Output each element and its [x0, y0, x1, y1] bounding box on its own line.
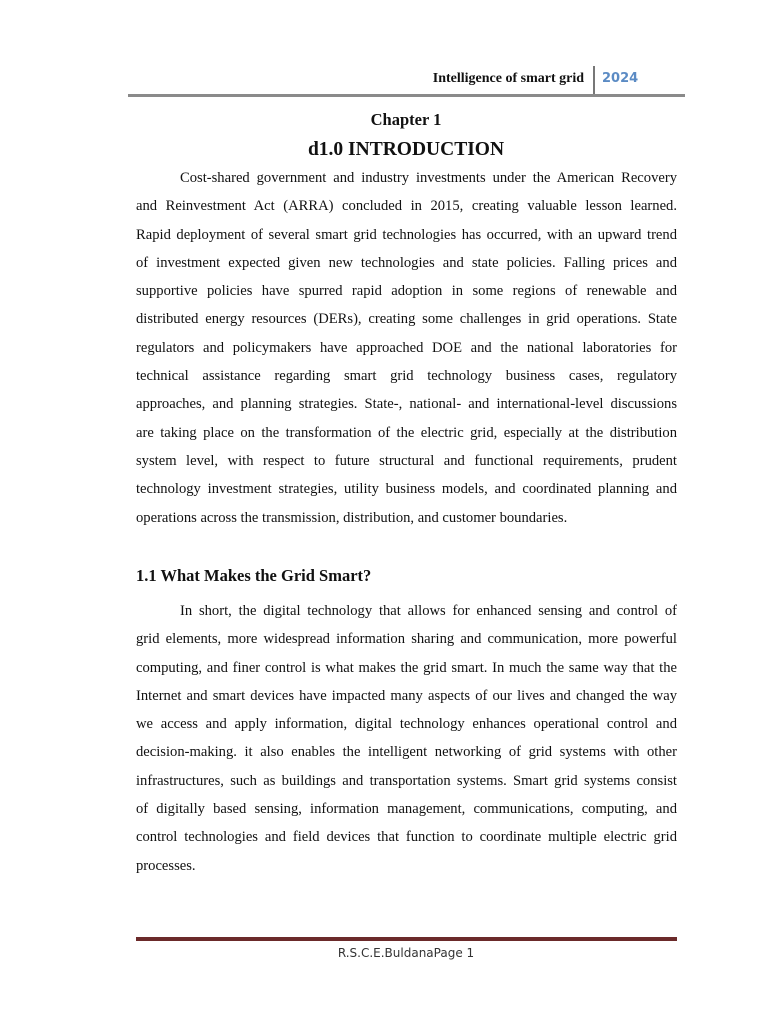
text-line: grid elements, more widespread information sharing and communication, more powerful	[136, 631, 677, 648]
text-line: decision-making. it also enables the intelligent networking of grid systems with other	[136, 744, 677, 761]
text-line: Rapid deployment of several smart grid technologies has occurred, with an upward trend	[136, 226, 677, 243]
text-line: technology investment strategies, utility business models, and coordinated planning and	[136, 481, 677, 498]
paragraph-intro	[136, 164, 677, 532]
text-line: computing, and finer control is what makes the grid smart. In much the same way that the	[136, 659, 677, 676]
header-year: 2024	[602, 71, 639, 86]
text-line: processes.	[136, 857, 196, 874]
footer-text: R.S.C.E.BuldanaPage 1	[337, 946, 475, 960]
text-line: control technologies and field devices that function to coordinate multiple electric grid	[136, 829, 677, 846]
subsection-title: 1.1 What Makes the Grid Smart?	[136, 566, 372, 585]
header-rule	[128, 94, 685, 97]
text-line: regulators and policymakers have approached DOE and the national laboratories for	[136, 339, 677, 356]
paragraph-smart-grid	[136, 597, 677, 880]
text-line: of investment expected given new technologies and state policies. Falling prices and	[136, 254, 677, 271]
text-line: distributed energy resources (DERs), creating some challenges in grid operations. State	[136, 311, 677, 328]
text-line: of digitally based sensing, information management, communications, computing, and	[136, 801, 677, 818]
text-line: and Reinvestment Act (ARRA) concluded in 2015, creating valuable lesson learned.	[136, 198, 677, 215]
text-line: we access and apply information, digital technology enhances operational control and	[136, 716, 677, 733]
text-line: operations across the transmission, distribution, and customer boundaries.	[136, 509, 568, 526]
text-line: are taking place on the transformation of the electric grid, especially at the distribution	[136, 424, 677, 441]
text-line: In short, the digital technology that allows for enhanced sensing and control of	[180, 603, 677, 619]
text-line: Internet and smart devices have impacted many aspects of our lives and changed the way	[136, 687, 677, 704]
header-separator	[593, 66, 595, 94]
text-line: system level, with respect to future structural and functional requirements, prudent	[136, 452, 677, 469]
chapter-label: Chapter 1	[370, 110, 442, 129]
text-line: Cost-shared government and industry investments under the American Recovery	[180, 170, 677, 186]
header-title: Intelligence of smart grid	[432, 71, 584, 86]
footer-rule	[136, 937, 677, 941]
section-title: d1.0 INTRODUCTION	[307, 139, 505, 160]
text-line: technical assistance regarding smart grid technology business cases, regulatory	[136, 368, 677, 385]
text-line: infrastructures, such as buildings and transportation systems. Smart grid systems consist	[136, 772, 677, 789]
text-line: supportive policies have spurred rapid adoption in some regions of renewable and	[136, 283, 677, 300]
text-line: approaches, and planning strategies. State-, national- and international-level discussions	[136, 396, 677, 413]
